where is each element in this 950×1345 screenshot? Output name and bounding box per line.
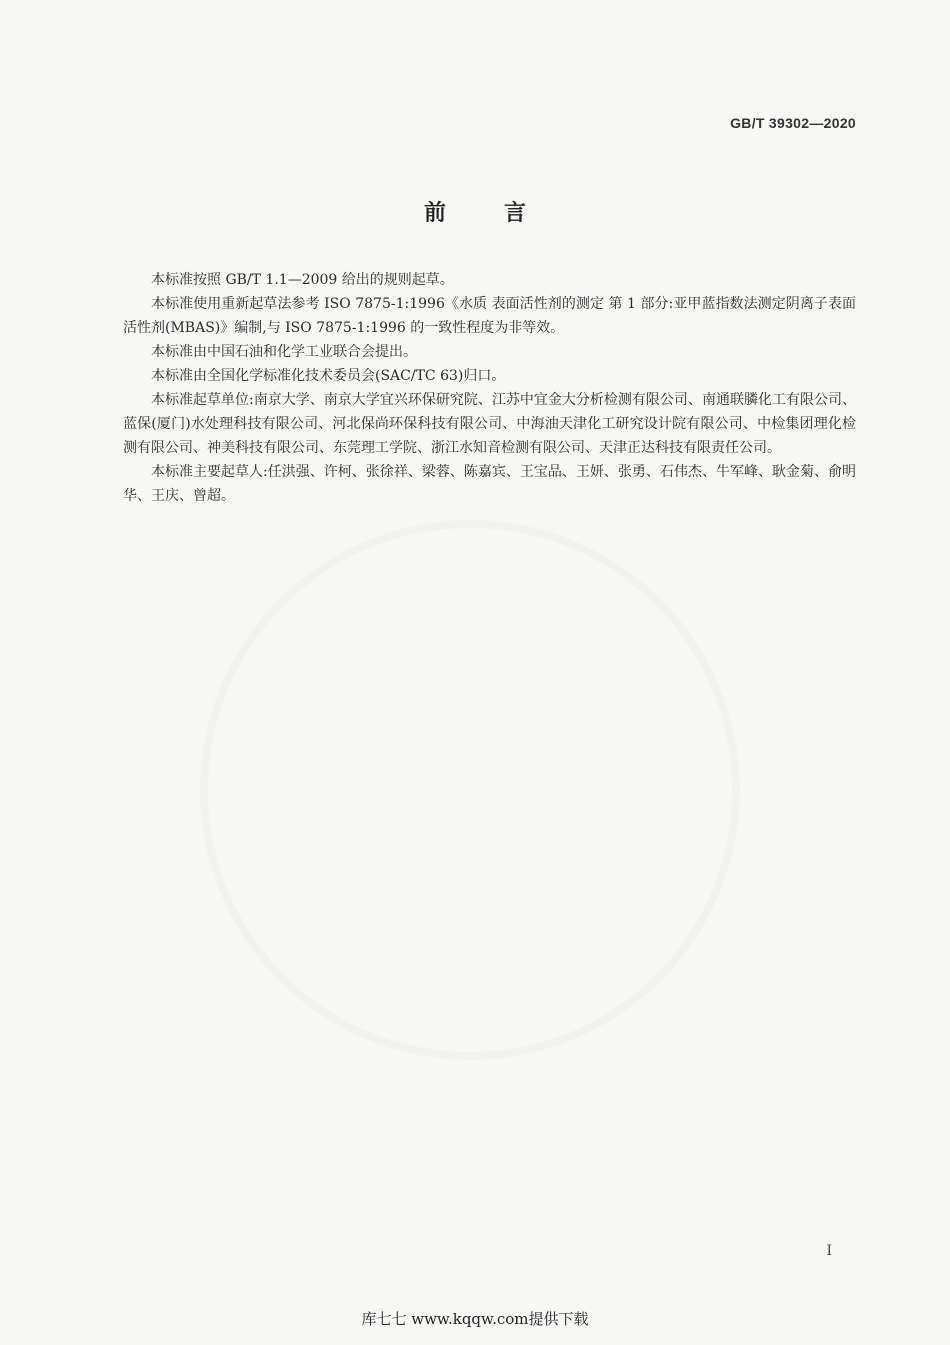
page-number: I — [826, 1243, 832, 1259]
paragraph-proposer: 本标准由中国石油和化学工业联合会提出。 — [151, 344, 417, 360]
download-source-note: 库七七 www.kqqw.com提供下载 — [361, 1310, 589, 1328]
paragraph-drafting-rules: 本标准按照 GB/T 1.1—2009 给出的规则起草。 — [151, 272, 454, 288]
foreword-body — [123, 268, 856, 508]
paragraph-drafting-units: 本标准起草单位:南京大学、南京大学宜兴环保研究院、江苏中宜金大分析检测有限公司、南通联膦化工有限公司、蓝保(厦门)水处理科技有限公司、河北保尚环保科技有限公司、中海油天津化工研究设计院有限公司、中检集团理化检测有限公司、神美科技有限公司、东莞理工学院、浙江水知音检测有限公司、天津正达科技有限责任公司。 — [123, 392, 856, 456]
paragraph-main-drafters: 本标准主要起草人:任洪强、许柯、张徐祥、梁蓉、陈嘉宾、王宝品、王妍、张勇、石伟杰、牛军峰、耿金菊、俞明华、王庆、曾超。 — [123, 464, 856, 504]
document-code: GB/T 39302—2020 — [730, 115, 856, 131]
paragraph-technical-committee: 本标准由全国化学标准化技术委员会(SAC/TC 63)归口。 — [151, 368, 506, 384]
watermark-seal — [200, 520, 740, 1060]
paragraph-reference-standard: 本标准使用重新起草法参考 ISO 7875-1:1996《水质 表面活性剂的测定 第 1 部分:亚甲蓝指数法测定阴离子表面活性剂(MBAS)》编制,与 ISO 7875-1:1996 的一致性程度为非等效。 — [123, 296, 856, 336]
section-title: 前言 — [423, 201, 584, 226]
